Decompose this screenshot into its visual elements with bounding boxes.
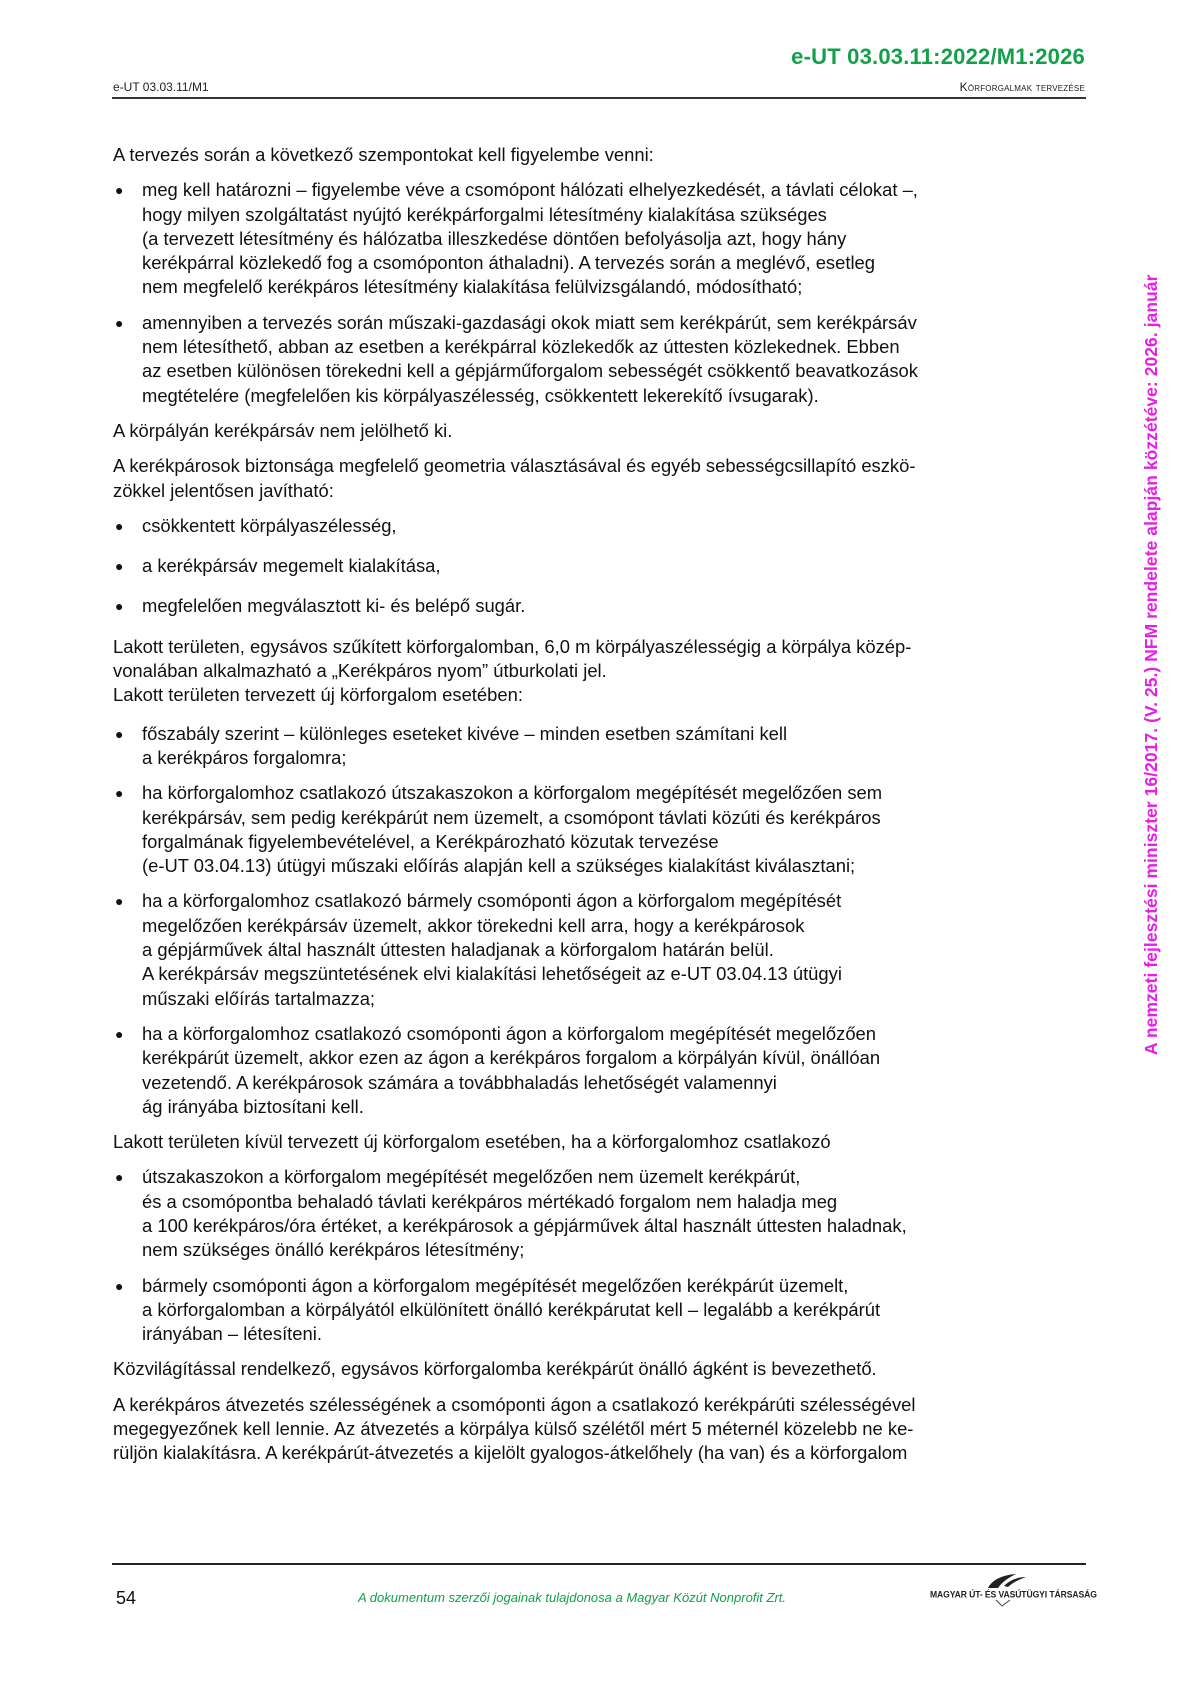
text-line: megtételére (megfelelően kis körpályaszélesség, csökkentett lekerekítő ívsugarak).	[142, 384, 819, 406]
text-line: (e-UT 03.04.13) útügyi műszaki előírás alapján kell a szükséges kialakítást kiválasztani;	[142, 855, 856, 877]
text-line: nem szükséges önálló kerékpáros létesítmény;	[142, 1239, 525, 1261]
page-number: 54	[116, 1588, 137, 1608]
header-divider	[112, 97, 1086, 99]
text-line: és a csomópontba behaladó távlati kerékpáros mértékadó forgalom nem haladja meg	[142, 1190, 838, 1212]
list-item	[113, 178, 1083, 299]
text-line: kerékpárút üzemelt, akkor ezen az ágon a kerékpáros forgalom a körpályán kívül, önállóan	[142, 1047, 881, 1069]
footer-divider	[112, 1563, 1086, 1565]
bullet-icon: ●	[115, 314, 124, 331]
urban-paragraph	[113, 635, 1083, 708]
text-line: a kerékpáros forgalomra;	[142, 746, 347, 768]
list-item	[113, 311, 1083, 408]
list-item	[113, 1274, 1083, 1347]
text-line: megelőzően kerékpársáv üzemelt, akkor törekedni kell arra, hogy a kerékpárosok	[142, 914, 805, 936]
text-line: irányában – létesíteni.	[142, 1323, 322, 1345]
text-line: ág irányába biztosítani kell.	[142, 1095, 364, 1117]
copyright-notice: A dokumentum szerzői jogainak tulajdonosa a Magyar Közút Nonprofit Zrt.	[358, 1590, 787, 1605]
text-line: megfelelően megválasztott ki- és belépő sugár.	[142, 595, 526, 617]
intro-paragraph: A tervezés során a következő szempontokat kell figyelembe venni:	[113, 144, 654, 165]
list-item	[113, 889, 1083, 1010]
text-line: főszabály szerint – különleges eseteket kivéve – minden esetben számítani kell	[142, 722, 788, 744]
list-item	[113, 781, 1083, 878]
text-line: a 100 kerékpáros/óra értéket, a kerékpárosok a gépjárművek által használt úttesten haladnak,	[142, 1214, 907, 1236]
text-line: nem létesíthető, abban az esetben a kerékpárral közlekedők az úttesten közlekednek. Ebben	[142, 336, 900, 358]
lighting-paragraph: Közvilágítással rendelkező, egysávos körforgalomba kerékpárút önálló ágként is bevezethető.	[113, 1358, 877, 1380]
urban-roundabout-list	[113, 722, 1083, 1119]
text-line: ha körforgalomhoz csatlakozó útszakaszokon a körforgalom megépítését megelőzően sem	[142, 782, 883, 804]
text-line: vonalában alkalmazható a „Kerékpáros nyom” útburkolati jel.	[113, 660, 607, 682]
text-line: műszaki előírás tartalmazza;	[142, 987, 376, 1009]
crossing-paragraph	[113, 1393, 1083, 1466]
text-line: A kerékpárosok biztonsága megfelelő geometria választásával és egyéb sebességcsillapító eszkö-	[113, 455, 916, 477]
header-section-title: Körforgalmak tervezése	[959, 80, 1085, 94]
text-line: (a tervezett létesítmény és hálózatba illeszkedése döntően befolyásolja azt, hogy hány	[142, 227, 847, 249]
rural-roundabout-list	[113, 1165, 1083, 1346]
text-line: nem megfelelő kerékpáros létesítmény kialakítása felülvizsgálandó, módosítható;	[142, 276, 803, 298]
safety-paragraph	[113, 454, 1083, 503]
society-logo	[930, 1572, 1097, 1612]
text-line: amennyiben a tervezés során műszaki-gazdasági okok miatt sem kerékpárút, sem kerékpársáv	[142, 311, 917, 333]
bullet-icon: ●	[115, 558, 124, 575]
bullet-icon: ●	[115, 1169, 124, 1186]
text-line: kerékpárral közlekedő fog a csomóponton áthaladni). A tervezés során a meglévő, esetleg	[142, 252, 875, 274]
bullet-icon: ●	[115, 785, 124, 802]
text-line: az esetben különösen törekedni kell a gépjárműforgalom sebességét csökkentő beavatkozások	[142, 360, 918, 382]
text-line: a körforgalomban a körpályától elkülönített önálló kerékpárutat kell – legalább a kerékpárút	[142, 1298, 881, 1320]
text-line: ha a körforgalomhoz csatlakozó csomóponti ágon a körforgalom megépítését megelőzően	[142, 1022, 877, 1044]
rural-paragraph: Lakott területen kívül tervezett új körforgalom esetében, ha a körforgalomhoz csatlakozó	[113, 1131, 831, 1153]
text-line: a kerékpársáv megemelt kialakítása,	[142, 555, 441, 577]
header-short-code: e-UT 03.03.11/M1	[113, 80, 209, 94]
text-line: megegyezőnek kell lennie. Az átvezetés a körpálya külső szélétől mért 5 méternél közelebb ne ke-	[113, 1418, 914, 1440]
page-body	[113, 143, 1083, 1477]
text-line: Lakott területen tervezett új körforgalom esetében:	[113, 684, 523, 706]
text-line: forgalmának figyelembevételével, a Kerékpározható közutak tervezése	[142, 830, 719, 852]
text-line: rüljön kialakításra. A kerékpárút-átvezetés a kijelölt gyalogos-átkelőhely (ha van) és a körforgalom	[113, 1442, 908, 1464]
bullet-icon: ●	[115, 893, 124, 910]
logo-text: MAGYAR ÚT- ÉS VASÚTÜGYI TÁRSASÁG	[930, 1588, 1097, 1600]
text-line: csökkentett körpályaszélesség,	[142, 514, 397, 536]
text-line: meg kell határozni – figyelembe véve a csomópont hálózati elhelyezkedését, a távlati célokat –,	[142, 179, 918, 201]
text-line: A kerékpársáv megszüntetésének elvi kialakítási lehetőségeit az e-UT 03.04.13 útügyi	[142, 963, 842, 985]
bullet-icon: ●	[115, 182, 124, 199]
list-item	[113, 1022, 1083, 1119]
bullet-icon: ●	[115, 725, 124, 742]
design-considerations-list	[113, 178, 1083, 408]
text-line: bármely csomóponti ágon a körforgalom megépítését megelőzően kerékpárút üzemelt,	[142, 1274, 849, 1296]
bullet-icon: ●	[115, 517, 124, 534]
text-line: útszakaszokon a körforgalom megépítését megelőzően nem üzemelt kerékpárút,	[142, 1166, 801, 1188]
text-line: a gépjárművek által használt úttesten haladjanak a körforgalom határán belül.	[142, 939, 774, 961]
document-code: e-UT 03.03.11:2022/M1:2026	[791, 44, 1085, 69]
text-line: A kerékpáros átvezetés szélességének a csomóponti ágon a csatlakozó kerékpárúti szélességével	[113, 1393, 916, 1415]
list-item	[113, 514, 1083, 538]
list-item	[113, 554, 1083, 578]
no-bike-lane-paragraph: A körpályán kerékpársáv nem jelölhető ki.	[113, 419, 453, 441]
side-publication-note: A nemzeti fejlesztési miniszter 16/2017. (V. 25.) NFM rendelete alapján közzétéve: 2026. január	[1141, 274, 1161, 1055]
text-line: zökkel jelentősen javítható:	[113, 479, 334, 501]
list-item	[113, 1165, 1083, 1262]
list-item	[113, 594, 1083, 618]
text-line: vezetendő. A kerékpárosok számára a továbbhaladás lehetőségét valamennyi	[142, 1071, 777, 1093]
text-line: kerékpársáv, sem pedig kerékpárút nem üzemelt, a csomópont távlati közúti és kerékpáros	[142, 806, 881, 828]
text-line: hogy milyen szolgáltatást nyújtó kerékpárforgalmi létesítmény kialakítása szükséges	[142, 203, 827, 225]
bullet-icon: ●	[115, 598, 124, 615]
list-item	[113, 722, 1083, 771]
bullet-icon: ●	[115, 1277, 124, 1294]
text-line: Lakott területen, egysávos szűkített körforgalomban, 6,0 m körpályaszélességig a körpálya közép-	[113, 635, 912, 657]
bullet-icon: ●	[115, 1025, 124, 1042]
safety-measures-list	[113, 514, 1083, 619]
text-line: ha a körforgalomhoz csatlakozó bármely csomóponti ágon a körforgalom megépítését	[142, 890, 842, 912]
